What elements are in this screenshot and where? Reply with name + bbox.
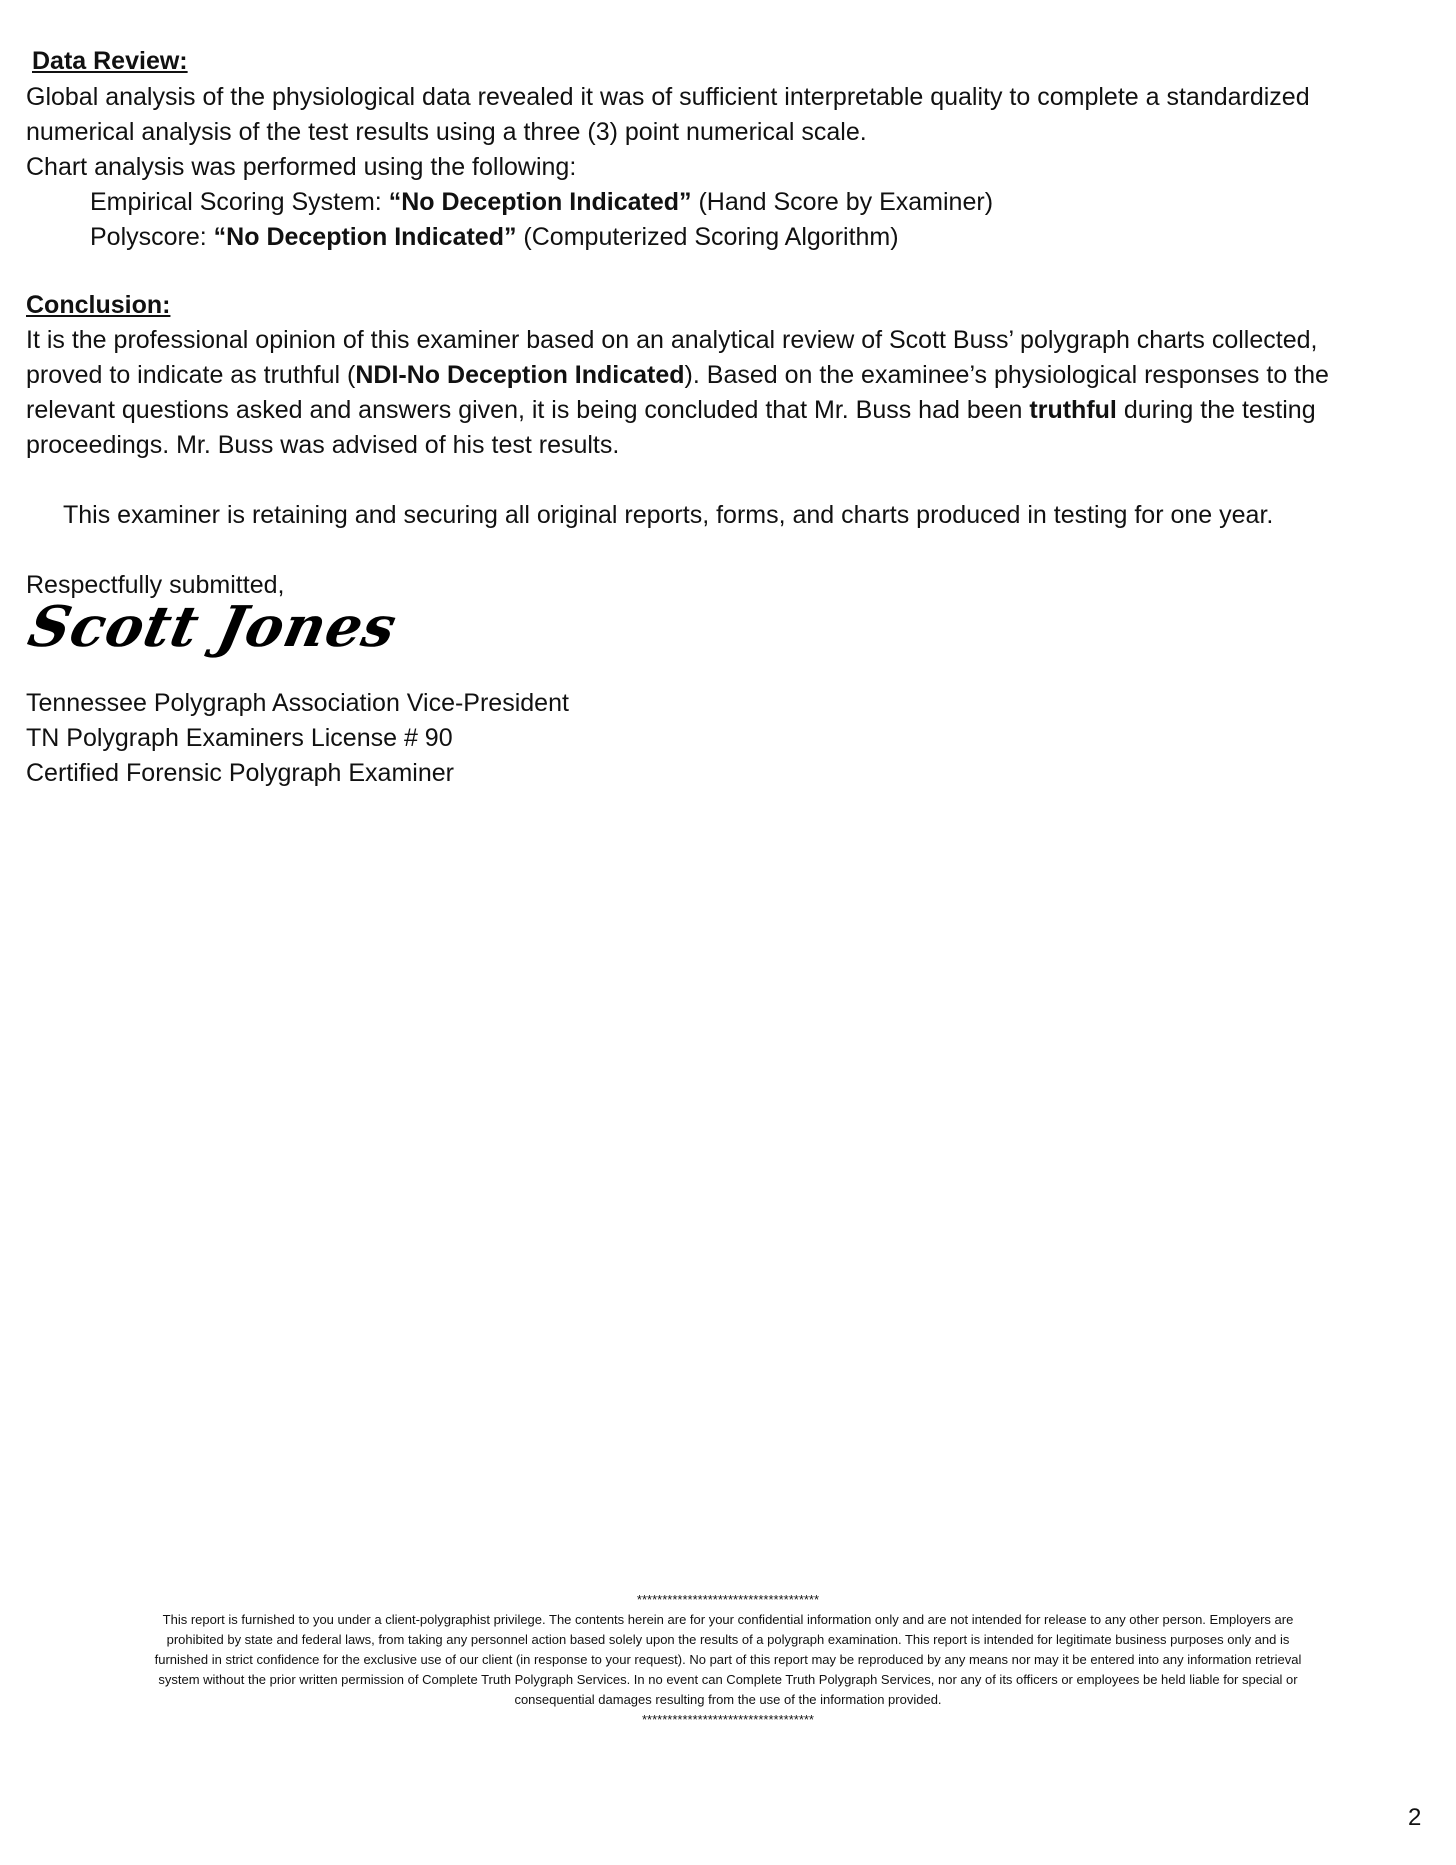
conclusion-line: proceedings. Mr. Buss was advised of his test results. xyxy=(26,431,620,459)
page-number: 2 xyxy=(1408,1804,1422,1831)
empirical-result: “No Deception Indicated” xyxy=(388,188,692,216)
examiner-license: TN Polygraph Examiners License # 90 xyxy=(26,724,453,752)
footer-line: consequential damages resulting from the use of the information provided. xyxy=(514,1692,942,1707)
conclusion-text: ). Based on the examinee’s physiological responses to the xyxy=(684,361,1329,389)
empirical-label: Empirical Scoring System: xyxy=(90,188,389,216)
footer-stars-top: ************************************ xyxy=(636,1592,820,1607)
salutation: Respectfully submitted, xyxy=(26,571,285,599)
footer-line: system without the prior written permission of Complete Truth Polygraph Services. In no event can Complete Truth Polygraph Services, nor any of its officers or employees be held liable for special or xyxy=(158,1672,1298,1687)
conclusion-text: relevant questions asked and answers given, it is being concluded that Mr. Buss had been xyxy=(26,396,1030,424)
retention-statement: This examiner is retaining and securing all original reports, forms, and charts produced in testing for one year. xyxy=(63,501,1274,529)
footer-stars-bottom: ********************************** xyxy=(641,1712,814,1727)
footer-line: furnished in strict confidence for the exclusive use of our client (in response to your request). No part of this report may be reproduced by any means nor may it be entered into any information retrieval xyxy=(154,1652,1302,1667)
conclusion-line xyxy=(26,358,1329,393)
data-review-heading: Data Review: xyxy=(32,47,188,75)
footer-line: This report is furnished to you under a client-polygraphist privilege. The contents herein are for your confidential information only and are not intended for release to any other person. Employers are xyxy=(162,1612,1294,1627)
conclusion-line: It is the professional opinion of this examiner based on an analytical review of Scott Buss’ polygraph charts collected, xyxy=(26,326,1318,354)
data-review-line: Global analysis of the physiological data revealed it was of sufficient interpretable quality to complete a standardized xyxy=(26,83,1310,111)
polyscore-result: “No Deception Indicated” xyxy=(213,223,517,251)
conclusion-text: proved to indicate as truthful ( xyxy=(26,361,356,389)
ndi-bold: NDI-No Deception Indicated xyxy=(355,361,685,389)
truthful-bold: truthful xyxy=(1029,396,1117,424)
examiner-title: Tennessee Polygraph Association Vice-President xyxy=(26,689,569,717)
signature: Scott Jones xyxy=(22,594,403,660)
conclusion-line xyxy=(26,393,1316,428)
examiner-certification: Certified Forensic Polygraph Examiner xyxy=(26,759,454,787)
conclusion-text: during the testing xyxy=(1116,396,1316,424)
data-review-line: Chart analysis was performed using the following: xyxy=(26,153,577,181)
polyscore-line xyxy=(90,220,899,255)
empirical-note: (Hand Score by Examiner) xyxy=(691,188,994,216)
confidentiality-footer xyxy=(30,1590,1426,1730)
footer-line: prohibited by state and federal laws, from taking any personnel action based solely upon the results of a polygraph examination. This report is intended for legitimate business purposes only and is xyxy=(166,1632,1290,1647)
polyscore-label: Polyscore: xyxy=(90,223,214,251)
empirical-scoring-line xyxy=(90,185,993,220)
polyscore-note: (Computerized Scoring Algorithm) xyxy=(516,223,899,251)
conclusion-heading: Conclusion: xyxy=(26,291,171,319)
data-review-line: numerical analysis of the test results using a three (3) point numerical scale. xyxy=(26,118,867,146)
